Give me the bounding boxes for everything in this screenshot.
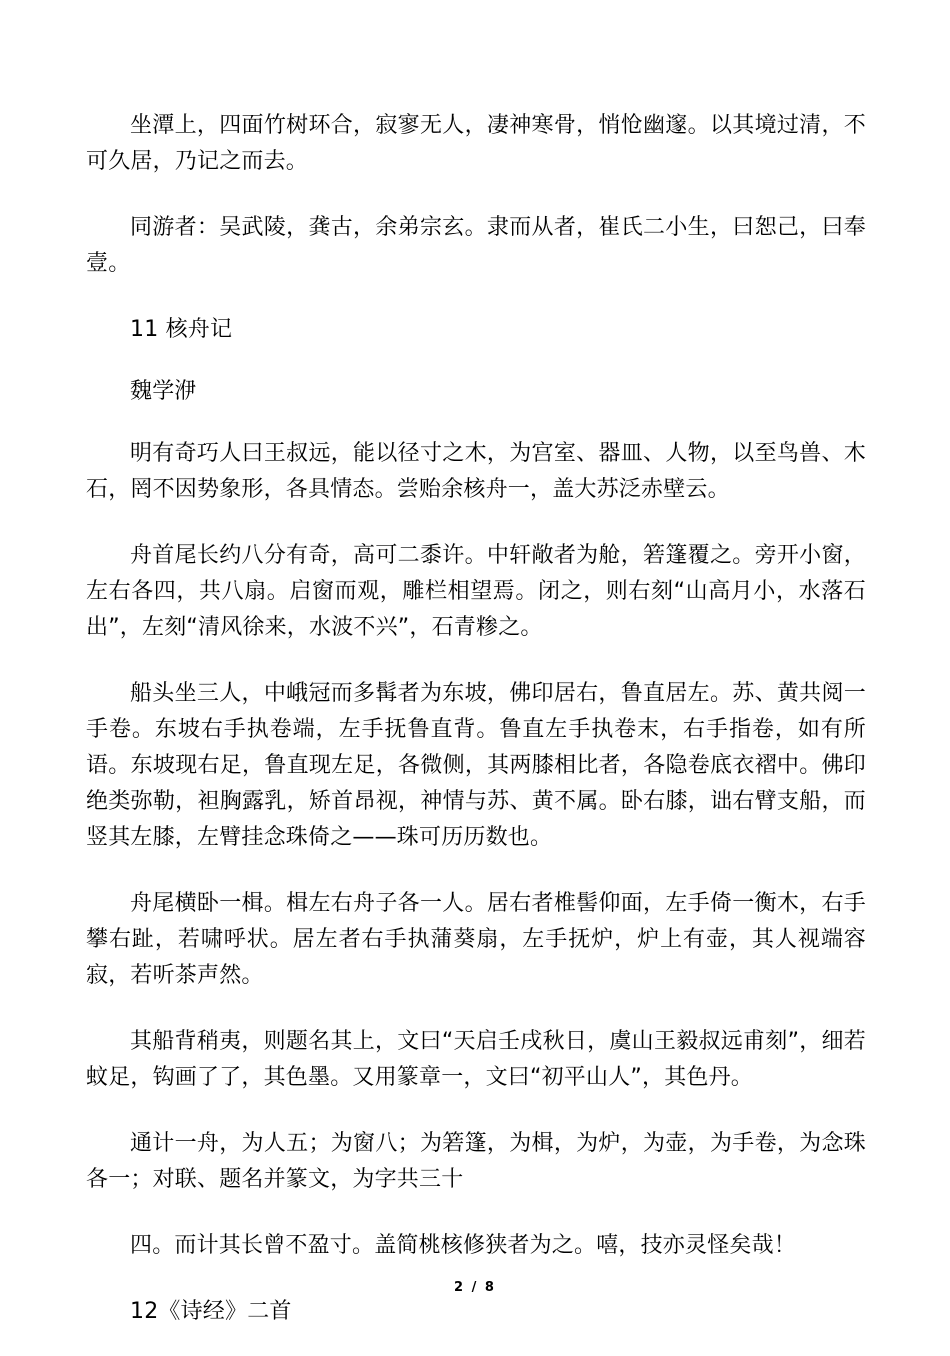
paragraph: 通计一舟，为人五；为窗八；为箬篷，为楫，为炉，为壶，为手卷，为念珠各一；对联、题名并篆文，为字共三十 <box>86 1131 866 1192</box>
author-name: 魏学洢 <box>130 379 197 404</box>
paragraph: 船头坐三人，中峨冠而多髯者为东坡，佛印居右，鲁直居左。苏、黄共阅一手卷。东坡右手执卷端，左手抚鲁直背。鲁直左手执卷末，右手指卷，如有所语。东坡现右足，鲁直现左足，各微侧，其两膝相比者，各隐卷底衣褶中。佛印绝类弥勒，袒胸露乳，矫首昂视，神情与苏、黄不属。卧右膝，诎右臂支船，而竖其左膝，左臂挂念珠倚之——珠可历历数也。 <box>86 681 866 850</box>
paragraph: 舟首尾长约八分有奇，高可二黍许。中轩敞者为舱，箬篷覆之。旁开小窗，左右各四，共八扇。启窗而观，雕栏相望焉。闭之，则右刻“山高月小，水落石出”，左刻“清风徐来，水波不兴”，石青糁之。 <box>86 543 866 640</box>
section-title: 12《诗经》二首 <box>130 1299 292 1324</box>
paragraph: 四。而计其长曾不盈寸。盖简桃核修狭者为之。嘻，技亦灵怪矣哉！ <box>130 1233 797 1258</box>
paragraph: 其船背稍夷，则题名其上，文曰“天启壬戌秋日，虞山王毅叔远甫刻”，细若蚊足，钩画了了，其色墨。又用篆章一，文曰“初平山人”，其色丹。 <box>86 1029 866 1090</box>
paragraph: 明有奇巧人曰王叔远，能以径寸之木，为宫室、器皿、人物，以至鸟兽、木石，罔不因势象形，各具情态。尝贻余核舟一，盖大苏泛赤壁云。 <box>86 441 866 502</box>
document-body <box>86 108 866 1356</box>
section-title: 11 核舟记 <box>130 317 233 342</box>
paragraph: 同游者：吴武陵，龚古，余弟宗玄。隶而从者，崔氏二小生，曰恕己，曰奉壹。 <box>86 215 866 276</box>
paragraph: 舟尾横卧一楫。楫左右舟子各一人。居右者椎髻仰面，左手倚一衡木，右手攀右趾，若啸呼状。居左者右手执蒲葵扇，左手抚炉，炉上有壶，其人视端容寂，若听茶声然。 <box>86 891 866 988</box>
page-number: 2 / 8 <box>454 1280 496 1295</box>
paragraph: 坐潭上，四面竹树环合，寂寥无人，凄神寒骨，悄怆幽邃。以其境过清，不可久居，乃记之而去。 <box>86 113 866 174</box>
